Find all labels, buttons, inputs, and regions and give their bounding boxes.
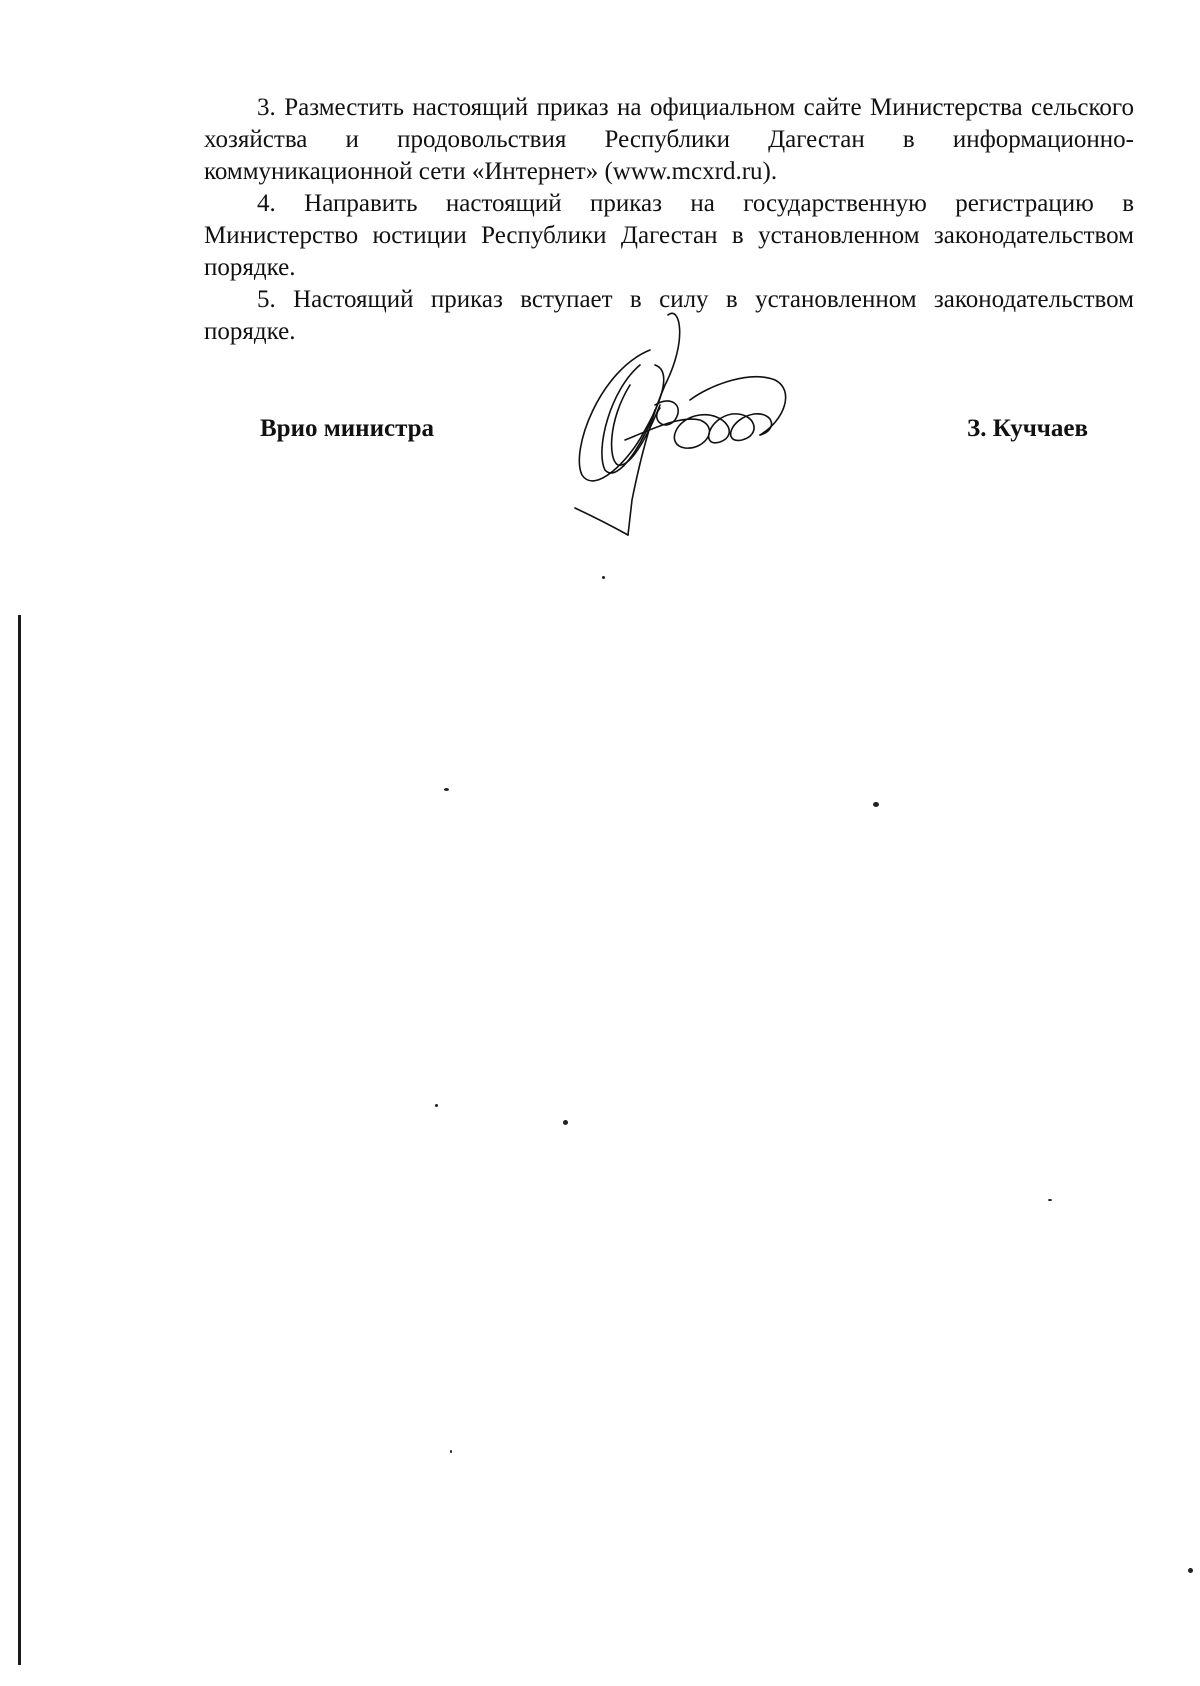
scan-speck (602, 576, 605, 579)
paragraph-4: 4. Направить настоящий приказ на государственную регистрацию в Министерство юстиции Республики Дагестан в установленном законодательством порядке. (204, 190, 1134, 281)
scan-speck (435, 1104, 438, 1107)
scan-speck (563, 1120, 568, 1125)
scan-speck (1048, 1199, 1052, 1201)
handwritten-signature (570, 310, 830, 550)
scan-speck (873, 802, 879, 807)
scan-speck (1188, 1568, 1193, 1573)
paragraph-5: 5. Настоящий приказ вступает в силу в установленном законодательством порядке. (204, 286, 1134, 345)
scan-speck (444, 788, 449, 791)
scan-edge-line (18, 615, 21, 1665)
scan-speck (450, 1450, 452, 1453)
paragraph-3: 3. Разместить настоящий приказ на официальном сайте Министерства сельского хозяйства и продовольствия Республики Дагестан в информационно-коммуникационной сети «Интернет» (www.mcxrd.ru). (204, 94, 1134, 185)
signatory-name: З. Куччаев (967, 415, 1088, 442)
signatory-role: Врио министра (260, 415, 435, 442)
